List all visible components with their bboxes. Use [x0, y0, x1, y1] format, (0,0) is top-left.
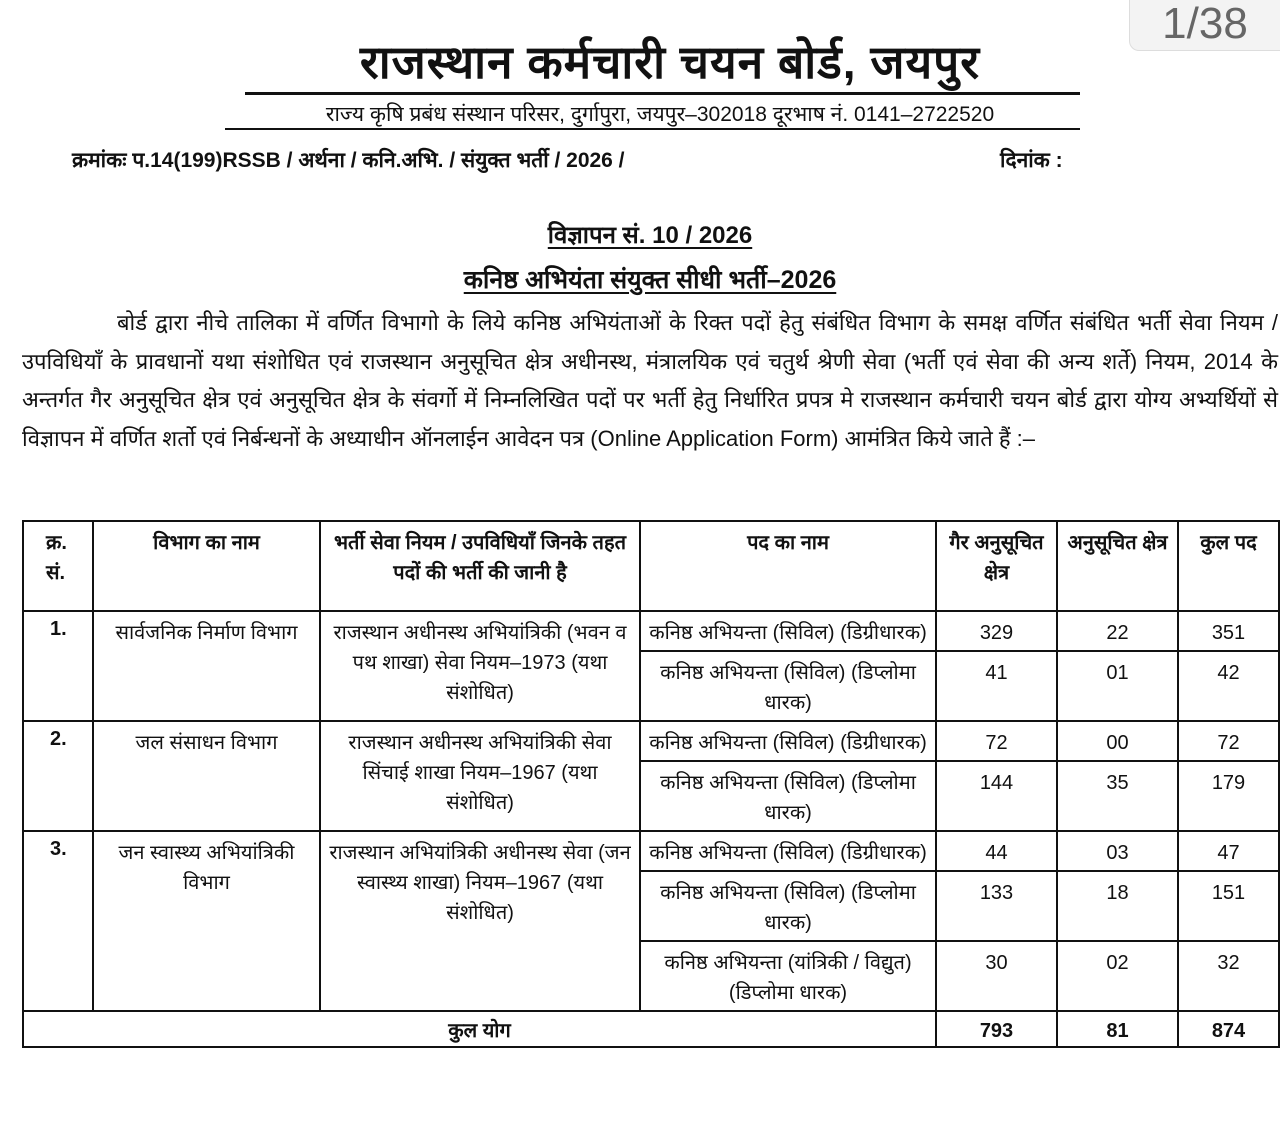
- row-sn: 2.: [23, 721, 93, 831]
- row-post: कनिष्ठ अभियन्ता (सिविल) (डिप्लोमा धारक): [640, 871, 936, 941]
- header-total: कुल पद: [1178, 521, 1279, 611]
- address-underline: [225, 128, 1080, 130]
- row-post: कनिष्ठ अभियन्ता (यांत्रिकी / विद्युत) (डिप्लोमा धारक): [640, 941, 936, 1011]
- row-post: कनिष्ठ अभियन्ता (सिविल) (डिग्रीधारक): [640, 611, 936, 651]
- row-scheduled: 22: [1057, 611, 1178, 651]
- row-post: कनिष्ठ अभियन्ता (सिविल) (डिग्रीधारक): [640, 721, 936, 761]
- title-underline: [245, 92, 1080, 95]
- advertisement-number: विज्ञापन सं. 10 / 2026: [547, 222, 753, 249]
- org-title: राजस्थान कर्मचारी चयन बोर्ड, जयपुर: [359, 36, 981, 88]
- vacancy-table: [22, 520, 1280, 1048]
- table-row: [23, 611, 1279, 651]
- grand-total-scheduled: 81: [1057, 1011, 1178, 1047]
- row-total: 72: [1178, 721, 1279, 761]
- row-non-scheduled: 329: [936, 611, 1057, 651]
- row-scheduled: 01: [1057, 651, 1178, 721]
- header-rules: भर्ती सेवा नियम / उपविधियॉं जिनके तहत पदों की भर्ती की जानी है: [320, 521, 640, 611]
- row-rules: राजस्थान अभियांत्रिकी अधीनस्थ सेवा (जन स्वास्थ्य शाखा) नियम–1967 (यथा संशोधित): [320, 831, 640, 1011]
- row-rules: राजस्थान अधीनस्थ अभियांत्रिकी सेवा सिंचाई शाखा नियम–1967 (यथा संशोधित): [320, 721, 640, 831]
- row-scheduled: 02: [1057, 941, 1178, 1011]
- row-non-scheduled: 44: [936, 831, 1057, 871]
- row-post: कनिष्ठ अभियन्ता (सिविल) (डिग्रीधारक): [640, 831, 936, 871]
- row-scheduled: 18: [1057, 871, 1178, 941]
- row-sn: 1.: [23, 611, 93, 721]
- row-scheduled: 00: [1057, 721, 1178, 761]
- intro-paragraph: बोर्ड द्वारा नीचे तालिका में वर्णित विभागो के लिये कनिष्ठ अभियंताओं के रिक्त पदों हेतु संबंधित विभाग के समक्ष वर्णित संबंधित भर्ती सेवा नियम / उपविधियॉं के प्रावधानों यथा संशोधित एवं राजस्थान अनुसूचित क्षेत्र अधीनस्थ, मंत्रालयिक एवं चतुर्थ श्रेणी सेवा (भर्ती एवं सेवा की अन्य शर्ते) नियम, 2014 के अन्तर्गत गैर अनुसूचित क्षेत्र एवं अनुसूचित क्षेत्र के संवर्गो में निम्नलिखित पदों पर भर्ती हेतु निर्धारित प्रपत्र मे राजस्थान कर्मचारी चयन बोर्ड द्वारा योग्य अभ्यर्थियों से विज्ञापन में वर्णित शर्तो एवं निर्बन्धनों के अध्याधीन ऑनलाईन आवेदन पत्र (Online Application Form) आमंत्रित किये जाते हैं :–: [22, 310, 1278, 451]
- row-scheduled: 03: [1057, 831, 1178, 871]
- row-total: 179: [1178, 761, 1279, 831]
- row-sn: 3.: [23, 831, 93, 1011]
- grand-total-non-scheduled: 793: [936, 1011, 1057, 1047]
- row-department: जन स्वास्थ्य अभियांत्रिकी विभाग: [93, 831, 320, 1011]
- row-department: जल संसाधन विभाग: [93, 721, 320, 831]
- header-department: विभाग का नाम: [93, 521, 320, 611]
- date-label: दिनांक :: [1000, 149, 1063, 172]
- row-non-scheduled: 144: [936, 761, 1057, 831]
- row-total: 32: [1178, 941, 1279, 1011]
- row-total: 151: [1178, 871, 1279, 941]
- row-non-scheduled: 72: [936, 721, 1057, 761]
- row-scheduled: 35: [1057, 761, 1178, 831]
- row-total: 42: [1178, 651, 1279, 721]
- row-non-scheduled: 41: [936, 651, 1057, 721]
- row-rules: राजस्थान अधीनस्थ अभियांत्रिकी (भवन व पथ शाखा) सेवा नियम–1973 (यथा संशोधित): [320, 611, 640, 721]
- reference-number: क्रमांकः प.14(199)RSSB / अर्थना / कनि.अभि. / संयुक्त भर्ती / 2026 /: [72, 149, 625, 172]
- header-sn: क्र. सं.: [23, 521, 93, 611]
- row-non-scheduled: 133: [936, 871, 1057, 941]
- row-total: 47: [1178, 831, 1279, 871]
- row-department: सार्वजनिक निर्माण विभाग: [93, 611, 320, 721]
- advertisement-title: कनिष्ठ अभियंता संयुक्त सीधी भर्ती–2026: [463, 266, 837, 294]
- row-total: 351: [1178, 611, 1279, 651]
- grand-total-row: [23, 1011, 1279, 1047]
- row-non-scheduled: 30: [936, 941, 1057, 1011]
- table-row: [23, 721, 1279, 761]
- table-row: [23, 831, 1279, 871]
- header-non-scheduled: गैर अनुसूचित क्षेत्र: [936, 521, 1057, 611]
- row-post: कनिष्ठ अभियन्ता (सिविल) (डिप्लोमा धारक): [640, 761, 936, 831]
- page-counter: 1/38: [1129, 0, 1280, 51]
- header-post: पद का नाम: [640, 521, 936, 611]
- header-scheduled: अनुसूचित क्षेत्र: [1057, 521, 1178, 611]
- grand-total-total: 874: [1178, 1011, 1279, 1047]
- grand-total-label: कुल योग: [23, 1011, 936, 1047]
- row-post: कनिष्ठ अभियन्ता (सिविल) (डिप्लोमा धारक): [640, 651, 936, 721]
- table-header-row: [23, 521, 1279, 611]
- org-address: राज्य कृषि प्रबंध संस्थान परिसर, दुर्गापुरा, जयपुर–302018 दूरभाष नं. 0141–2722520: [325, 103, 995, 126]
